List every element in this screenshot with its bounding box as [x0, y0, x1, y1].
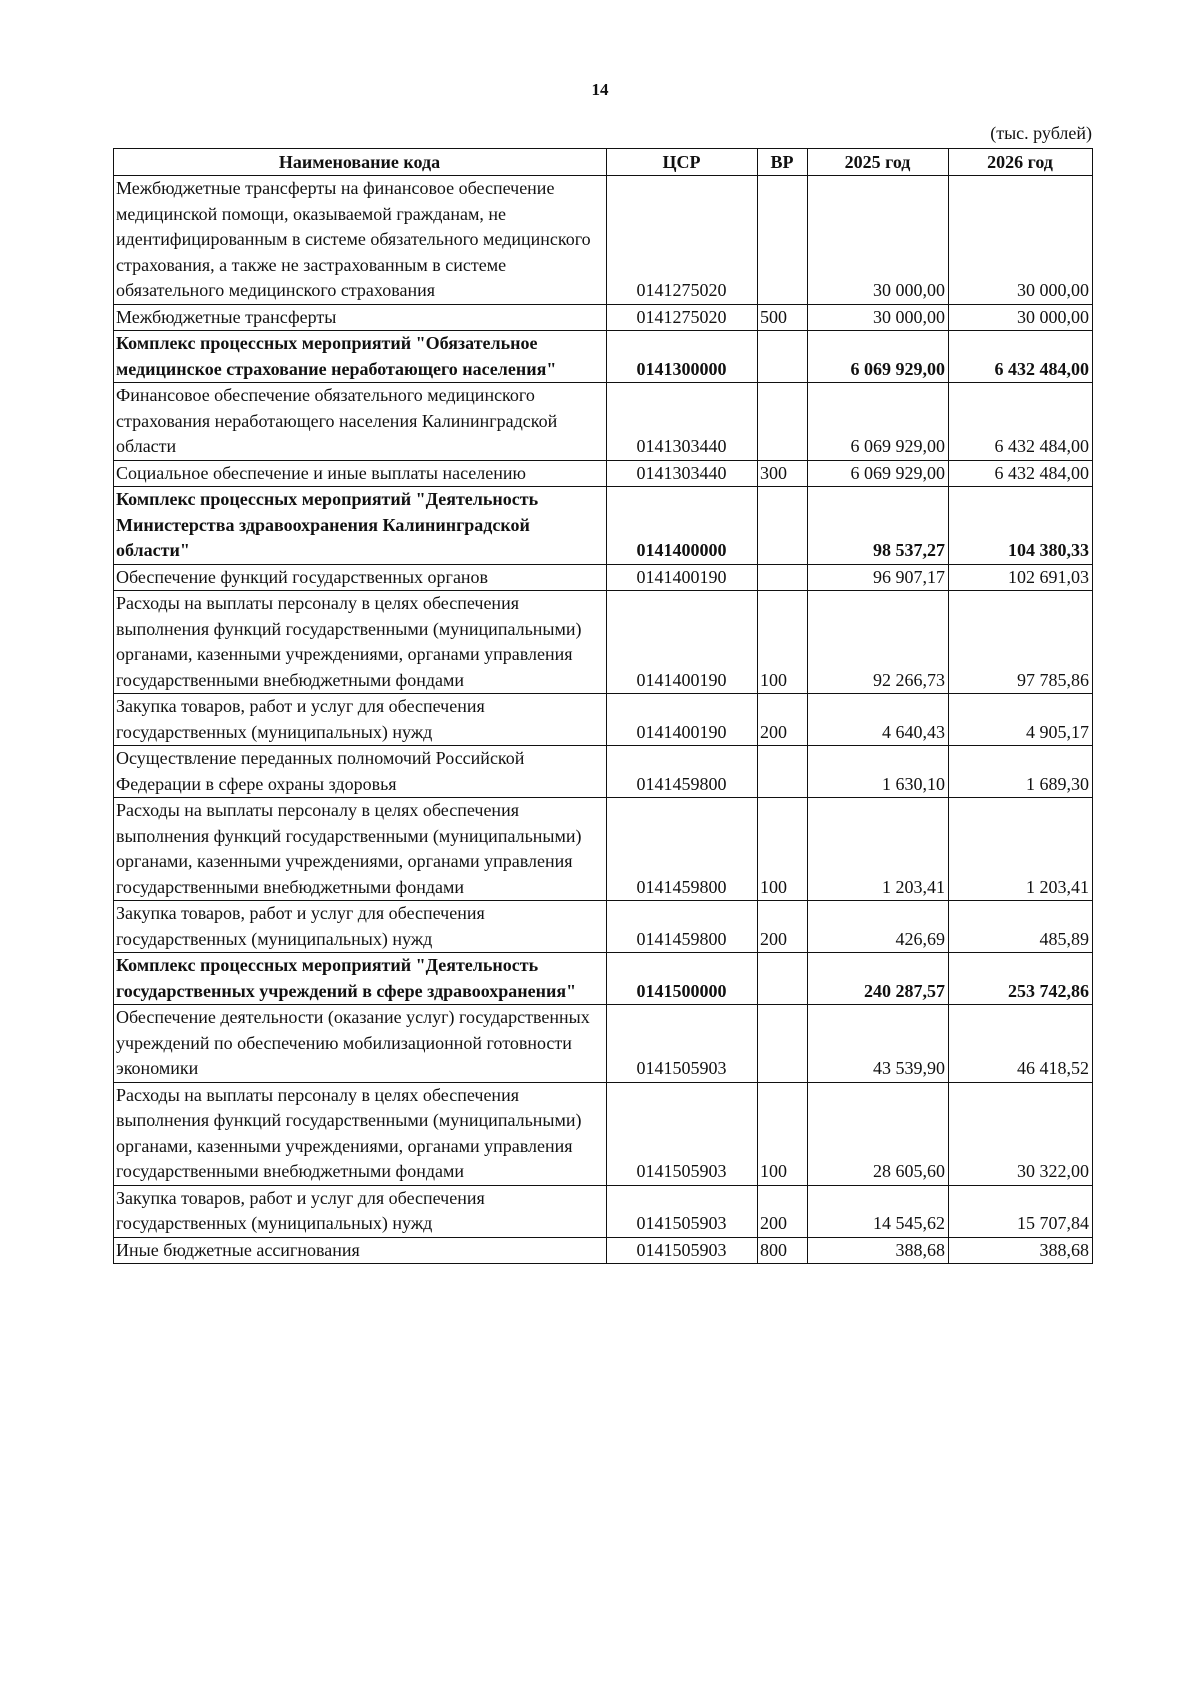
header-name: Наименование кода	[114, 149, 607, 176]
cell-year-2025: 388,68	[808, 1237, 949, 1264]
table-row	[114, 798, 1093, 901]
table-row	[114, 1005, 1093, 1083]
cell-csr: 0141500000	[607, 953, 758, 1005]
cell-year-2025: 1 630,10	[808, 746, 949, 798]
cell-name: Расходы на выплаты персоналу в целях обеспечения выполнения функций государственными (муниципальными) органами, казенными учреждениями, органами управления государственными внебюджетными фондами	[114, 591, 607, 694]
cell-year-2025: 6 069 929,00	[808, 331, 949, 383]
cell-name: Финансовое обеспечение обязательного медицинского страхования неработающего населения Калининградской области	[114, 383, 607, 461]
cell-year-2026: 30 322,00	[949, 1082, 1093, 1185]
cell-name: Закупка товаров, работ и услуг для обеспечения государственных (муниципальных) нужд	[114, 1185, 607, 1237]
table-row	[114, 331, 1093, 383]
cell-vr: 200	[758, 694, 808, 746]
table-row	[114, 1082, 1093, 1185]
cell-vr	[758, 176, 808, 305]
cell-csr: 0141459800	[607, 746, 758, 798]
cell-vr: 200	[758, 901, 808, 953]
cell-name: Закупка товаров, работ и услуг для обеспечения государственных (муниципальных) нужд	[114, 901, 607, 953]
cell-vr: 100	[758, 1082, 808, 1185]
cell-vr	[758, 564, 808, 591]
cell-csr: 0141505903	[607, 1237, 758, 1264]
cell-name: Комплекс процессных мероприятий "Деятельность Министерства здравоохранения Калининградской области"	[114, 487, 607, 565]
cell-year-2026: 6 432 484,00	[949, 331, 1093, 383]
cell-csr: 0141303440	[607, 383, 758, 461]
cell-name: Обеспечение деятельности (оказание услуг) государственных учреждений по обеспечению мобилизационной готовности экономики	[114, 1005, 607, 1083]
header-vr: ВР	[758, 149, 808, 176]
cell-year-2025: 6 069 929,00	[808, 460, 949, 487]
cell-year-2025: 6 069 929,00	[808, 383, 949, 461]
table-row	[114, 591, 1093, 694]
cell-year-2025: 30 000,00	[808, 304, 949, 331]
table-header-row	[114, 149, 1093, 176]
cell-year-2025: 1 203,41	[808, 798, 949, 901]
cell-year-2026: 485,89	[949, 901, 1093, 953]
cell-year-2026: 104 380,33	[949, 487, 1093, 565]
cell-year-2026: 1 203,41	[949, 798, 1093, 901]
cell-year-2025: 30 000,00	[808, 176, 949, 305]
cell-year-2026: 46 418,52	[949, 1005, 1093, 1083]
cell-year-2026: 15 707,84	[949, 1185, 1093, 1237]
cell-name: Социальное обеспечение и иные выплаты населению	[114, 460, 607, 487]
cell-csr: 0141400000	[607, 487, 758, 565]
header-csr: ЦСР	[607, 149, 758, 176]
cell-csr: 0141400190	[607, 591, 758, 694]
cell-year-2025: 96 907,17	[808, 564, 949, 591]
cell-year-2026: 30 000,00	[949, 176, 1093, 305]
table-row	[114, 487, 1093, 565]
cell-vr	[758, 331, 808, 383]
table-row	[114, 953, 1093, 1005]
cell-name: Расходы на выплаты персоналу в целях обеспечения выполнения функций государственными (муниципальными) органами, казенными учреждениями, органами управления государственными внебюджетными фондами	[114, 1082, 607, 1185]
cell-csr: 0141400190	[607, 694, 758, 746]
cell-vr	[758, 383, 808, 461]
cell-name: Комплекс процессных мероприятий "Обязательное медицинское страхование неработающего населения"	[114, 331, 607, 383]
cell-year-2025: 426,69	[808, 901, 949, 953]
cell-name: Иные бюджетные ассигнования	[114, 1237, 607, 1264]
table-row	[114, 694, 1093, 746]
budget-table	[113, 148, 1093, 1264]
table-row	[114, 176, 1093, 305]
table-body	[114, 176, 1093, 1264]
cell-year-2025: 43 539,90	[808, 1005, 949, 1083]
cell-year-2025: 28 605,60	[808, 1082, 949, 1185]
cell-name: Межбюджетные трансферты на финансовое обеспечение медицинской помощи, оказываемой гражданам, не идентифицированным в системе обязательного медицинского страхования, а также не застрахованным в системе обязательного медицинского страхования	[114, 176, 607, 305]
cell-csr: 0141505903	[607, 1082, 758, 1185]
table-row	[114, 746, 1093, 798]
cell-year-2026: 4 905,17	[949, 694, 1093, 746]
cell-name: Обеспечение функций государственных органов	[114, 564, 607, 591]
cell-year-2025: 240 287,57	[808, 953, 949, 1005]
cell-vr: 300	[758, 460, 808, 487]
cell-vr	[758, 487, 808, 565]
header-year-2025: 2025 год	[808, 149, 949, 176]
cell-csr: 0141275020	[607, 176, 758, 305]
cell-vr: 200	[758, 1185, 808, 1237]
cell-vr: 100	[758, 798, 808, 901]
table-row	[114, 564, 1093, 591]
table-row	[114, 460, 1093, 487]
cell-year-2025: 98 537,27	[808, 487, 949, 565]
cell-name: Комплекс процессных мероприятий "Деятельность государственных учреждений в сфере здравоохранения"	[114, 953, 607, 1005]
cell-csr: 0141505903	[607, 1185, 758, 1237]
table-row	[114, 1185, 1093, 1237]
page-number: 14	[591, 80, 609, 99]
cell-vr	[758, 1005, 808, 1083]
cell-year-2026: 102 691,03	[949, 564, 1093, 591]
cell-year-2026: 30 000,00	[949, 304, 1093, 331]
cell-year-2025: 92 266,73	[808, 591, 949, 694]
cell-year-2026: 388,68	[949, 1237, 1093, 1264]
table-row	[114, 901, 1093, 953]
cell-csr: 0141459800	[607, 901, 758, 953]
cell-name: Межбюджетные трансферты	[114, 304, 607, 331]
cell-name: Закупка товаров, работ и услуг для обеспечения государственных (муниципальных) нужд	[114, 694, 607, 746]
cell-year-2025: 4 640,43	[808, 694, 949, 746]
cell-csr: 0141505903	[607, 1005, 758, 1083]
cell-year-2026: 253 742,86	[949, 953, 1093, 1005]
cell-csr: 0141459800	[607, 798, 758, 901]
cell-year-2026: 6 432 484,00	[949, 383, 1093, 461]
cell-vr: 100	[758, 591, 808, 694]
cell-year-2026: 97 785,86	[949, 591, 1093, 694]
table-row	[114, 1237, 1093, 1264]
units-label: (тыс. рублей)	[990, 123, 1092, 143]
cell-csr: 0141303440	[607, 460, 758, 487]
cell-vr: 800	[758, 1237, 808, 1264]
cell-vr: 500	[758, 304, 808, 331]
cell-vr	[758, 953, 808, 1005]
cell-year-2026: 1 689,30	[949, 746, 1093, 798]
cell-year-2026: 6 432 484,00	[949, 460, 1093, 487]
cell-csr: 0141300000	[607, 331, 758, 383]
header-year-2026: 2026 год	[949, 149, 1093, 176]
cell-csr: 0141400190	[607, 564, 758, 591]
cell-name: Осуществление переданных полномочий Российской Федерации в сфере охраны здоровья	[114, 746, 607, 798]
table-row	[114, 383, 1093, 461]
cell-csr: 0141275020	[607, 304, 758, 331]
cell-name: Расходы на выплаты персоналу в целях обеспечения выполнения функций государственными (муниципальными) органами, казенными учреждениями, органами управления государственными внебюджетными фондами	[114, 798, 607, 901]
cell-year-2025: 14 545,62	[808, 1185, 949, 1237]
cell-vr	[758, 746, 808, 798]
table-row	[114, 304, 1093, 331]
